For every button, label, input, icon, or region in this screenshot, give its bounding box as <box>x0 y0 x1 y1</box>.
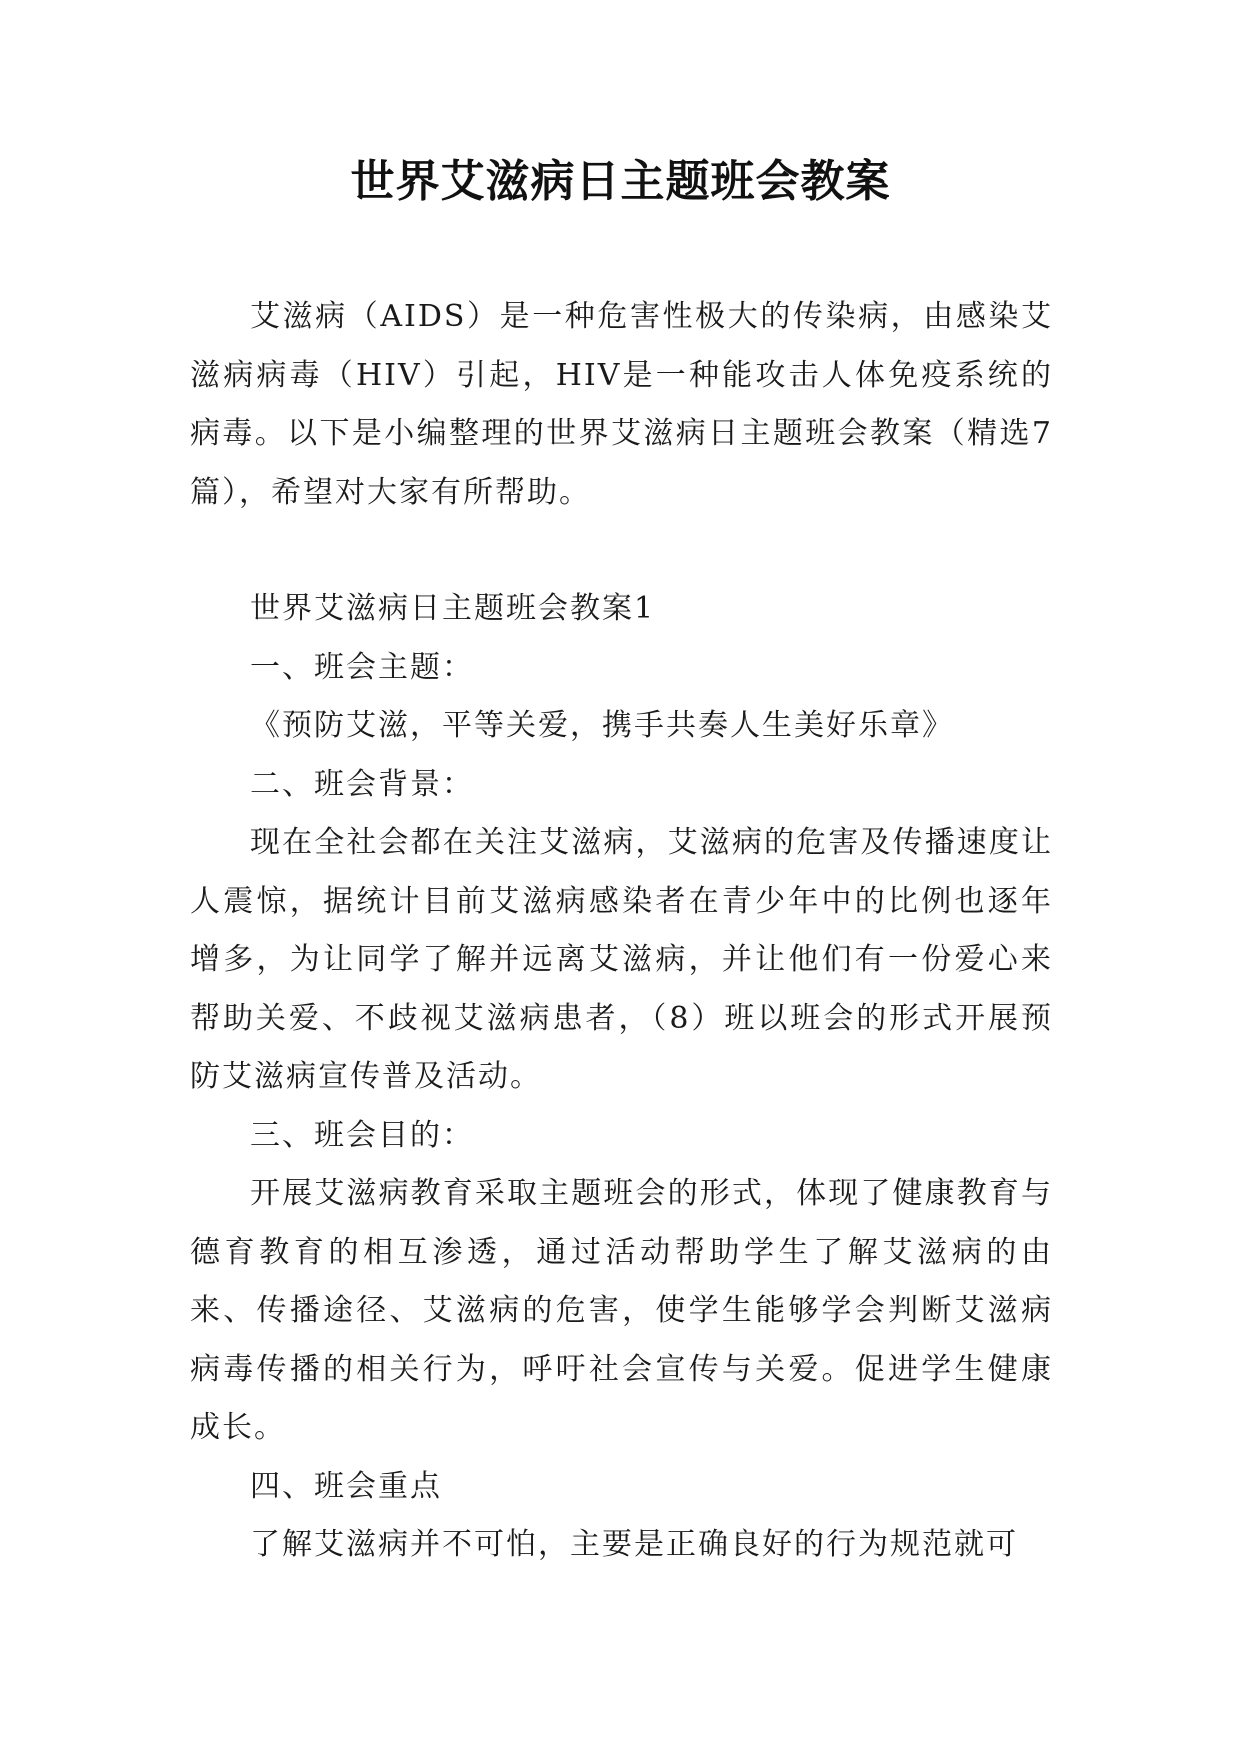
subheading-theme: 一、班会主题： <box>250 649 474 685</box>
intro-paragraph: 艾滋病（AIDS）是一种危害性极大的传染病，由感染艾滋病病毒（HIV）引起，HIV是一种能攻击人体免疫系统的病毒。以下是小编整理的世界艾滋病日主题班会教案（精选7篇），希望对大家有所帮助。 <box>190 299 1053 510</box>
document-title: 世界艾滋病日主题班会教案 <box>350 156 891 207</box>
subheading-background: 二、班会背景： <box>250 766 474 802</box>
subheading-purpose: 三、班会目的： <box>250 1117 474 1153</box>
section-heading: 世界艾滋病日主题班会教案1 <box>250 591 656 626</box>
purpose-paragraph: 开展艾滋病教育采取主题班会的形式，体现了健康教育与德育教育的相互渗透，通过活动帮助学生了解艾滋病的由来、传播途径、艾滋病的危害，使学生能够学会判断艾滋病病毒传播的相关行为，呼吁社会宣传与关爱。促进学生健康成长。 <box>190 1176 1053 1445</box>
subheading-focus: 四、班会重点 <box>250 1468 442 1504</box>
paragraph-gap <box>190 522 1053 580</box>
background-paragraph: 现在全社会都在关注艾滋病，艾滋病的危害及传播速度让人震惊，据统计目前艾滋病感染者在青少年中的比例也逐年增多，为让同学了解并远离艾滋病，并让他们有一份爱心来帮助关爱、不歧视艾滋病患者，（8）班以班会的形式开展预防艾滋病宣传普及活动。 <box>190 825 1053 1094</box>
document-body <box>190 288 1053 1575</box>
focus-paragraph: 了解艾滋病并不可怕，主要是正确良好的行为规范就可 <box>250 1527 1018 1562</box>
theme-text: 《预防艾滋，平等关爱，携手共奏人生美好乐章》 <box>250 708 954 743</box>
